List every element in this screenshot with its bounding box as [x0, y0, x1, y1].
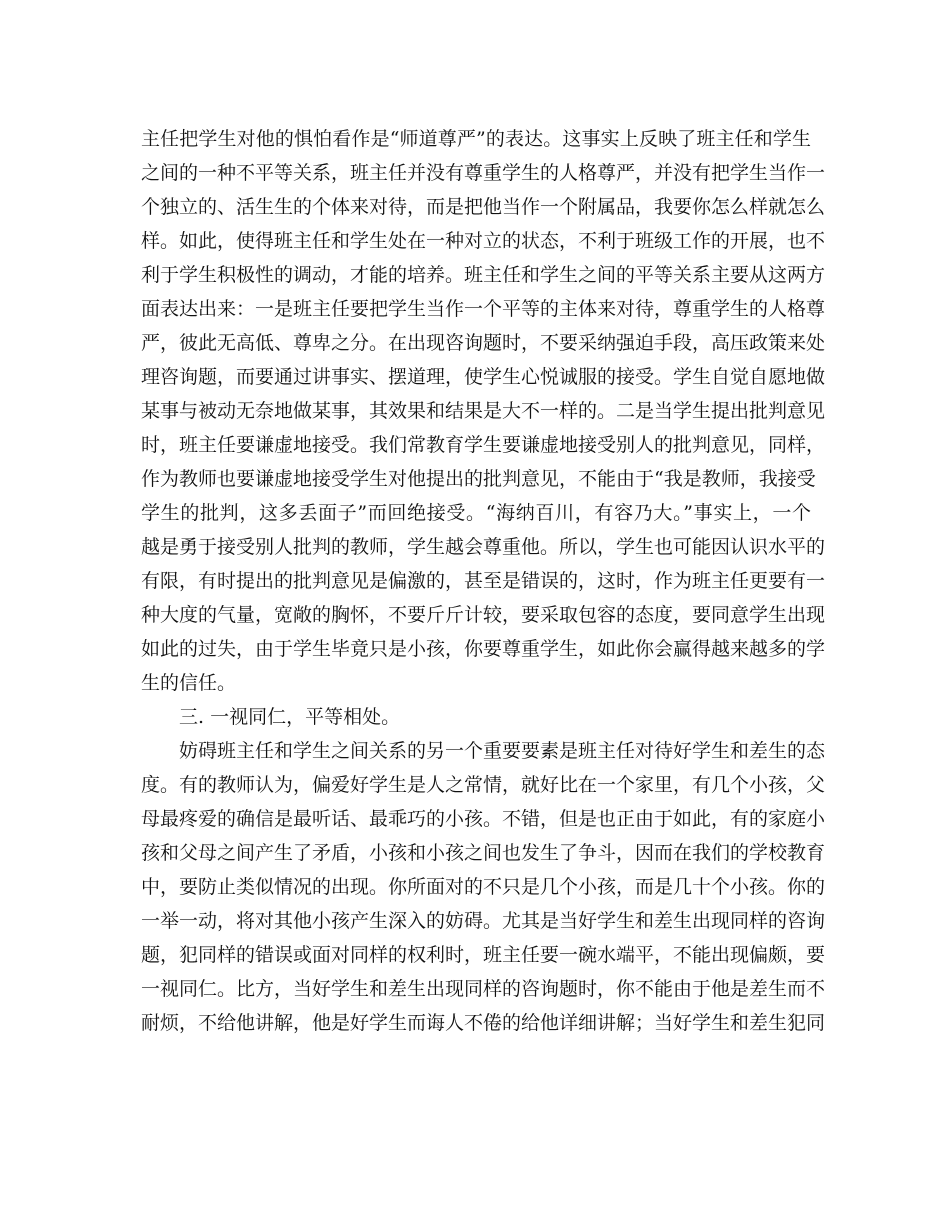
text-line: 个独立的、活生生的个体来对待，而是把他当作一个附属品，我要你怎么样就怎么 [141, 196, 826, 218]
text-line: 耐烦，不给他讲解，他是好学生而诲人不倦的给他详细讲解；当好学生和差生犯同 [141, 1012, 826, 1034]
text-line: 妨碍班主任和学生之间关系的另一个重要要素是班主任对待好学生和差生的态 [179, 740, 826, 762]
text-line: 利于学生积极性的调动，才能的培养。班主任和学生之间的平等关系主要从这两方 [141, 264, 826, 286]
text-line: 严，彼此无高低、尊卑之分。在出现咨询题时，不要采纳强迫手段，高压政策来处 [141, 332, 826, 354]
text-line: 某事与被动无奈地做某事，其效果和结果是大不一样的。二是当学生提出批判意见 [141, 400, 826, 422]
text-line: 度。有的教师认为，偏爱好学生是人之常情，就好比在一个家里，有几个小孩，父 [141, 774, 826, 796]
text-line: 如此的过失，由于学生毕竟只是小孩，你要尊重学生，如此你会赢得越来越多的学 [141, 638, 826, 660]
text-line: 主任把学生对他的惧怕看作是“师道尊严”的表达。这事实上反映了班主任和学生 [141, 128, 811, 150]
heading-line: 三. 一视同仁，平等相处。 [179, 706, 401, 728]
text-line: 孩和父母之间产生了矛盾，小孩和小孩之间也发生了争斗，因而在我们的学校教育 [141, 842, 826, 864]
body-text [141, 122, 826, 1040]
text-line: 中，要防止类似情况的出现。你所面对的不只是几个小孩，而是几十个小孩。你的 [141, 876, 826, 898]
section-heading [141, 700, 811, 734]
text-line: 作为教师也要谦虚地接受学生对他提出的批判意见，不能由于“我是教师，我接受 [141, 468, 816, 490]
text-line: 学生的批判，这多丢面子”而回绝接受。“海纳百川，有容乃大。”事实上，一个 [141, 502, 811, 524]
text-line: 面表达出来：一是班主任要把学生当作一个平等的主体来对待，尊重学生的人格尊 [141, 298, 826, 320]
paragraph-3 [141, 734, 826, 1040]
text-line: 种大度的气量，宽敞的胸怀，不要斤斤计较，要采取包容的态度，要同意学生出现 [141, 604, 826, 626]
text-line: 之间的一种不平等关系，班主任并没有尊重学生的人格尊严，并没有把学生当作一 [141, 162, 826, 184]
text-line: 生的信任。 [141, 672, 237, 694]
text-line: 理咨询题，而要通过讲事实、摆道理，使学生心悦诚服的接受。学生自觉自愿地做 [141, 366, 826, 388]
text-line: 样。如此，使得班主任和学生处在一种对立的状态，不利于班级工作的开展，也不 [141, 230, 826, 252]
text-line: 一举一动，将对其他小孩产生深入的妨碍。尤其是当好学生和差生出现同样的咨询 [141, 910, 826, 932]
text-line: 时，班主任要谦虚地接受。我们常教育学生要谦虚地接受别人的批判意见，同样， [141, 434, 826, 456]
text-line: 有限，有时提出的批判意见是偏激的，甚至是错误的，这时，作为班主任更要有一 [141, 570, 826, 592]
text-line: 越是勇于接受别人批判的教师，学生越会尊重他。所以，学生也可能因认识水平的 [141, 536, 826, 558]
text-line: 题，犯同样的错误或面对同样的权利时，班主任要一碗水端平，不能出现偏颇，要 [141, 944, 826, 966]
text-line: 一视同仁。比方，当好学生和差生出现同样的咨询题时，你不能由于他是差生而不 [141, 978, 826, 1000]
paragraph-1 [141, 122, 826, 700]
text-line: 母最疼爱的确信是最听话、最乖巧的小孩。不错，但是也正由于如此，有的家庭小 [141, 808, 826, 830]
